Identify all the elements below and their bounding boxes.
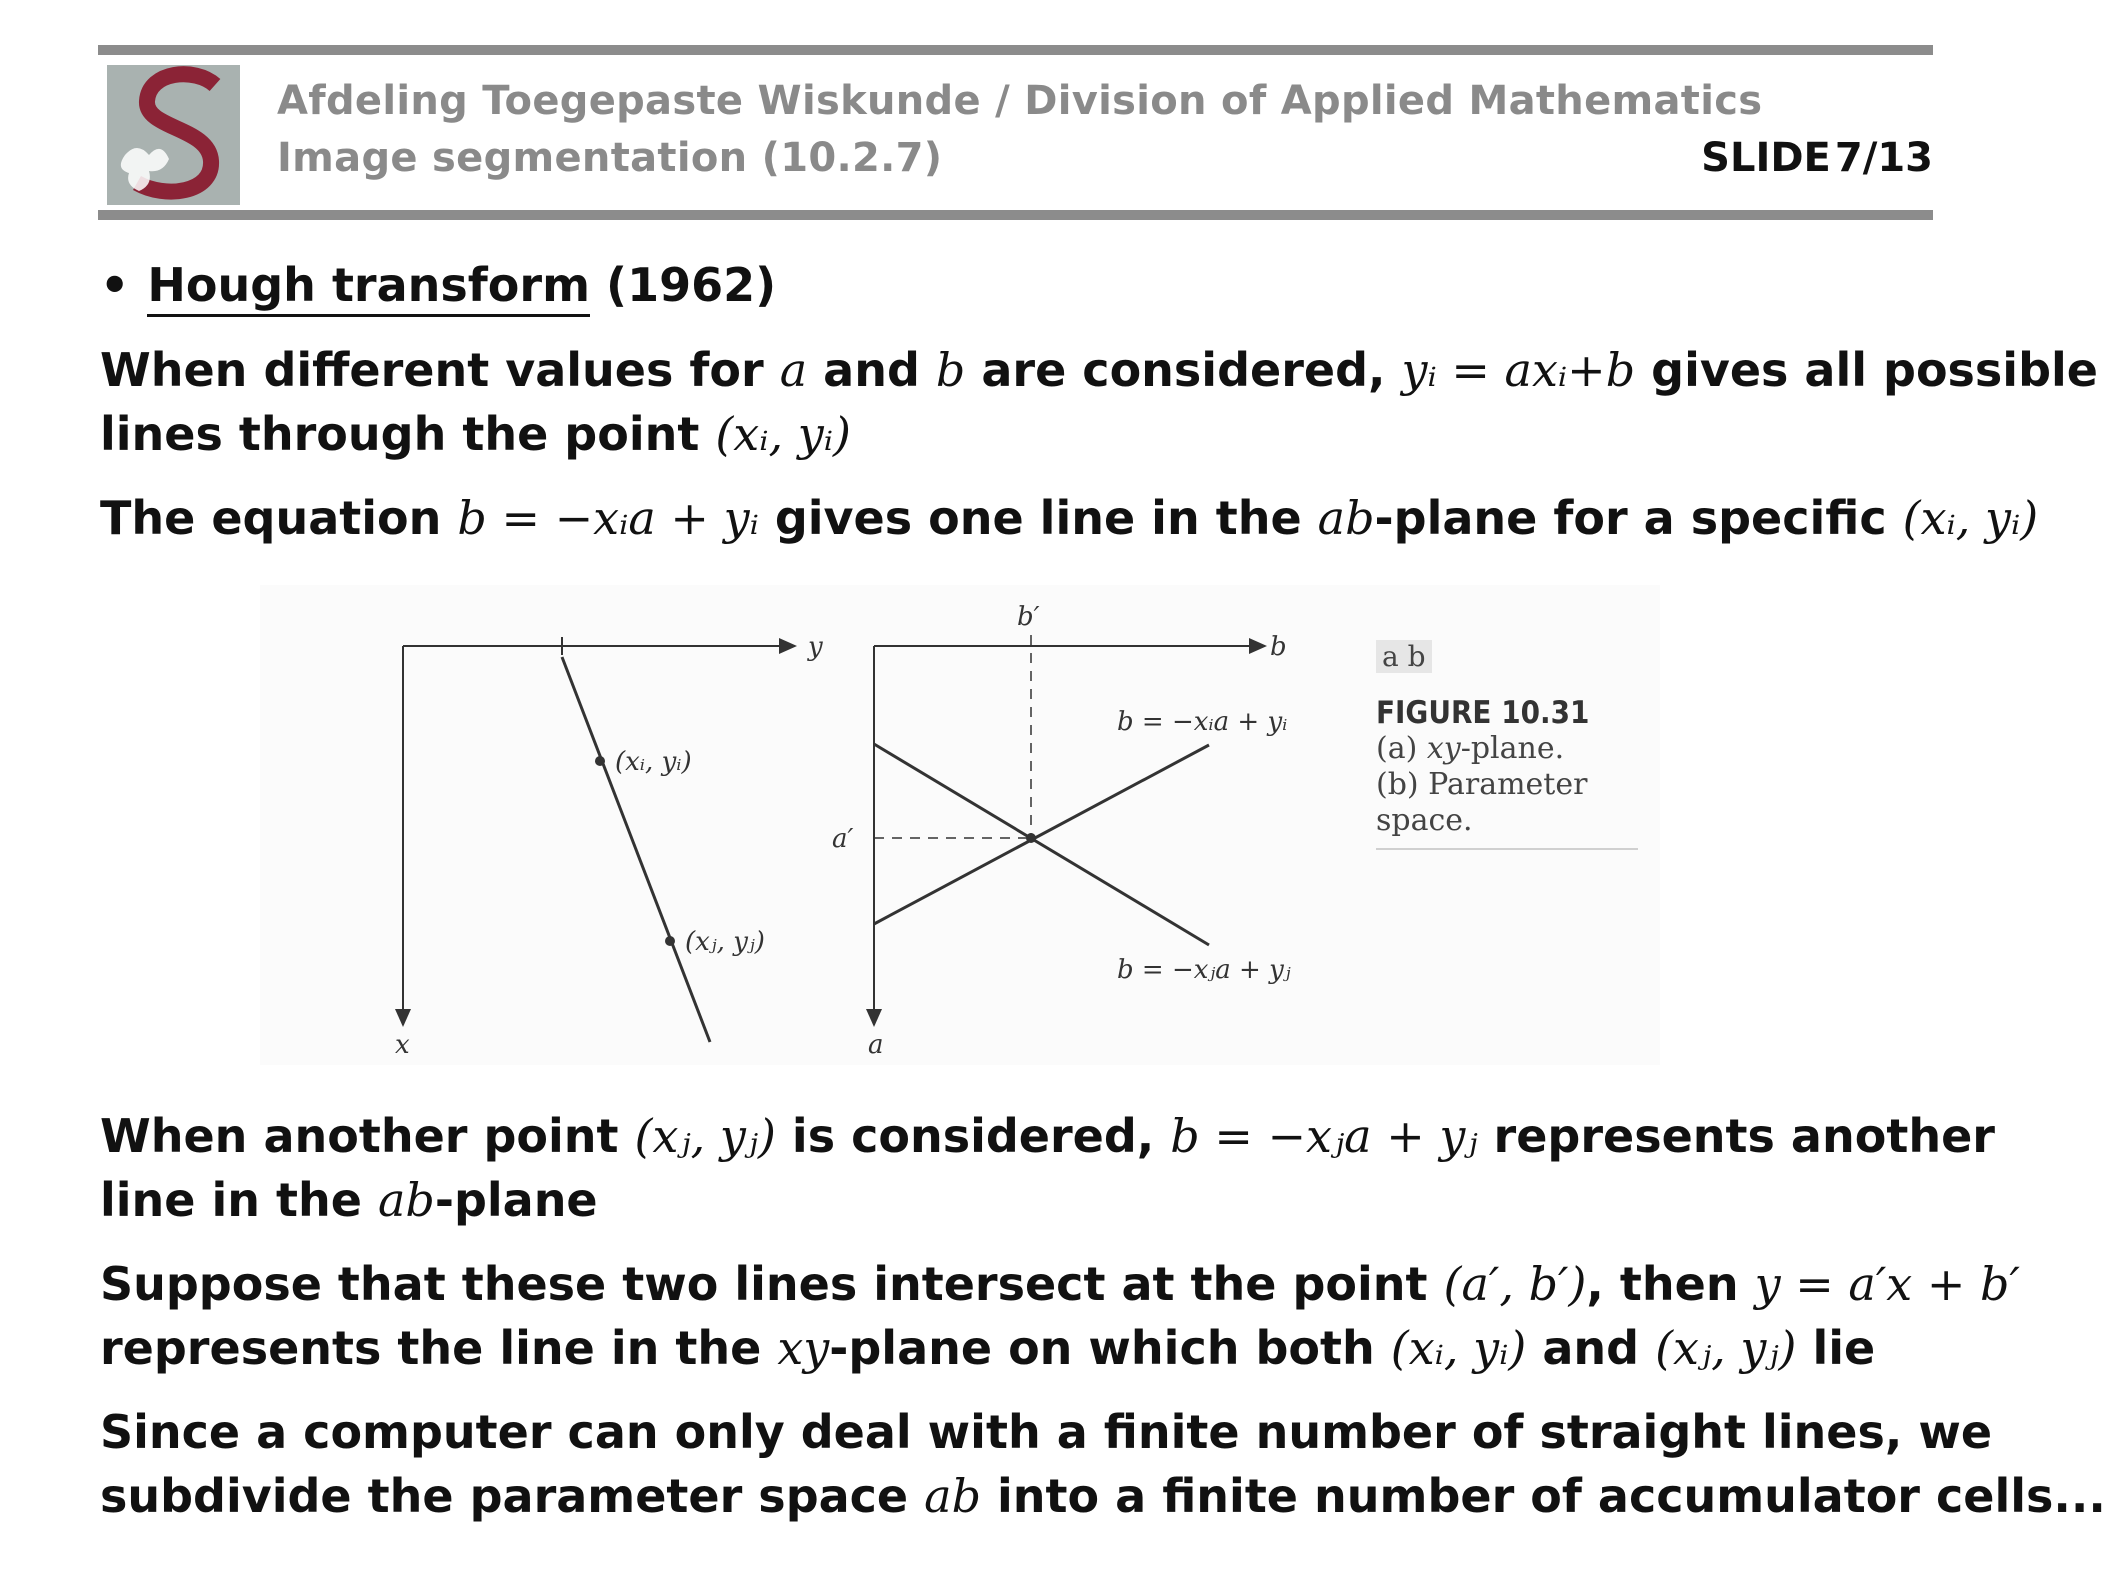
math: (xᵢ, yᵢ) [1902, 491, 2039, 545]
text: When another point [100, 1109, 619, 1163]
a-prime-label: a′ [832, 824, 854, 854]
text: -plane for a specific [1374, 491, 1887, 545]
text: lie [1812, 1321, 1876, 1375]
math: b = −xⱼa + yⱼ [1170, 1109, 1478, 1163]
point-j-label: (xⱼ, yⱼ) [685, 927, 765, 957]
paragraph-line [100, 402, 1935, 466]
caption-line-a [1376, 731, 1587, 767]
department-name: Afdeling Toegepaste Wiskunde / Division of Applied Mathematics [277, 78, 1763, 124]
university-logo [107, 65, 240, 205]
math: a [779, 343, 808, 397]
xy-plane-panel [395, 632, 823, 1060]
math: yᵢ = axᵢ+b [1401, 343, 1636, 397]
math: (a′, b′) [1443, 1257, 1587, 1311]
header-bottom-rule [98, 210, 1933, 220]
paragraph-line [100, 1252, 2020, 1316]
a-axis-label: a [868, 1030, 884, 1060]
point-j-marker [665, 936, 675, 946]
text: lines through the point [100, 407, 700, 461]
paragraph-line: Since a computer can only deal with a finite number of straight lines, we [100, 1405, 1993, 1459]
caption-line-b1: (b) Parameter [1376, 767, 1588, 802]
figure-caption [1376, 731, 1587, 839]
math: (xⱼ, yⱼ) [634, 1109, 776, 1163]
text: -plane on which both [829, 1321, 1375, 1375]
math: ab [377, 1173, 435, 1227]
parameter-space-panel [832, 602, 1291, 1060]
text: (a) [1376, 731, 1418, 766]
line-through-points [562, 657, 710, 1042]
paragraph-accumulator-cells [100, 1400, 2106, 1528]
y-axis-label: y [808, 632, 823, 662]
bullet-year: (1962) [606, 258, 777, 312]
text: -plane. [1460, 731, 1565, 766]
text: gives all possible [1651, 343, 2098, 397]
math: b = −xᵢa + yᵢ [457, 491, 759, 545]
slide-number: 7/13 [1834, 135, 1933, 181]
text: line in the [100, 1173, 362, 1227]
math: b [935, 343, 966, 397]
point-i-marker [595, 756, 605, 766]
line-i [874, 745, 1209, 924]
paragraph-line [100, 486, 2039, 550]
paragraph-ab-plane-line [100, 486, 2039, 550]
paragraph-intersection [100, 1252, 2020, 1380]
figure-hough-parameter-space [260, 585, 1660, 1065]
text: Suppose that these two lines intersect at the point [100, 1257, 1428, 1311]
paragraph-line [100, 338, 2098, 402]
header-top-rule [98, 45, 1933, 55]
text: are considered, [981, 343, 1386, 397]
intersection-point [1026, 833, 1036, 843]
math: ab [924, 1469, 982, 1523]
line-i-equation: b = −xᵢa + yᵢ [1117, 707, 1288, 737]
text: The equation [100, 491, 442, 545]
caption-divider [1376, 848, 1638, 850]
text: When different values for [100, 343, 764, 397]
paragraph-line [100, 1316, 1935, 1380]
x-axis-label: x [395, 1030, 410, 1060]
text: , then [1586, 1257, 1739, 1311]
bullet-heading [100, 258, 776, 312]
b-axis-label: b [1270, 632, 1287, 662]
figure-title: FIGURE 10.31 [1376, 695, 1590, 731]
text: represents another [1493, 1109, 1995, 1163]
math: (xⱼ, yⱼ) [1655, 1321, 1797, 1375]
text: represents the line in the [100, 1321, 762, 1375]
paragraph-lines-through-point [100, 338, 2098, 466]
math: xy [777, 1321, 830, 1375]
paragraph-line [100, 1464, 2106, 1528]
bullet-dot: • [100, 258, 130, 312]
math: ab [1317, 491, 1375, 545]
figure-panel-tag: a b [1376, 640, 1432, 673]
text: -plane [434, 1173, 598, 1227]
lecture-subtitle: Image segmentation (10.2.7) [277, 135, 943, 181]
text: and [823, 343, 920, 397]
text: is considered, [791, 1109, 1155, 1163]
paragraph-line [100, 1104, 1995, 1168]
bullet-title: Hough transform [147, 258, 590, 317]
math: y = a′x + b′ [1754, 1257, 2020, 1311]
math: (xᵢ, yᵢ) [715, 407, 851, 461]
slide-counter [1697, 135, 1933, 181]
paragraph-line [100, 1168, 1935, 1232]
paragraph-another-point [100, 1104, 1995, 1232]
math: xy [1426, 731, 1461, 766]
line-j-equation: b = −xⱼa + yⱼ [1117, 955, 1291, 985]
math: (xᵢ, yᵢ) [1390, 1321, 1527, 1375]
text: into a finite number of accumulator cells... [997, 1469, 2106, 1523]
point-i-label: (xᵢ, yᵢ) [615, 747, 692, 777]
text: gives one line in the [774, 491, 1302, 545]
line-j [874, 744, 1209, 945]
text: and [1542, 1321, 1640, 1375]
b-prime-label: b′ [1017, 602, 1040, 632]
caption-line-b2: space. [1376, 803, 1473, 838]
slide-label: SLIDE [1701, 135, 1831, 181]
text: subdivide the parameter space [100, 1469, 909, 1523]
